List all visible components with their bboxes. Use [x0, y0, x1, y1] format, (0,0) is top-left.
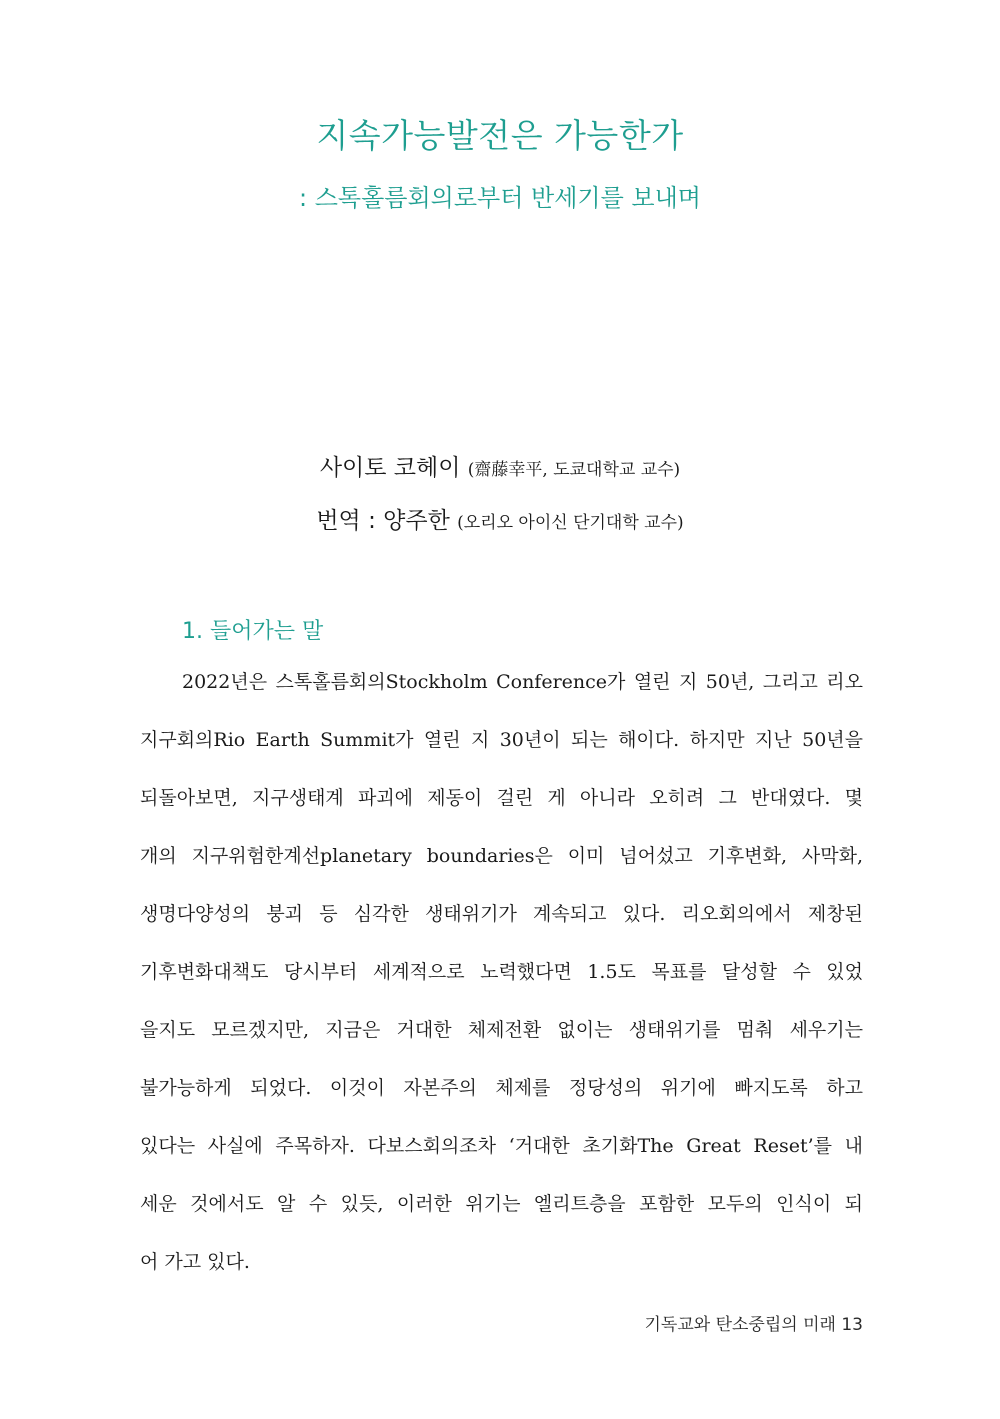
author-name: 사이토 코헤이: [319, 455, 461, 481]
body-text-line: 어 가고 있다.: [140, 1251, 250, 1273]
translator-byline: [0, 503, 1000, 541]
body-text-line: 을지도 모르겠지만, 지금은 거대한 체제전환 없이는 생태위기를 멈춰 세우기는: [140, 1019, 863, 1041]
page-subtitle: : 스톡홀름회의로부터 반세기를 보내며: [299, 184, 701, 212]
body-text-line: 기후변화대책도 당시부터 세계적으로 노력했다면 1.5도 목표를 달성할 수 있었: [140, 961, 863, 983]
translator-detail: (오리오 아이신 단기대학 교수): [457, 513, 684, 533]
section-heading: 1. 들어가는 말: [182, 619, 324, 644]
page-footer: 기독교와 탄소중립의 미래 13: [644, 1315, 863, 1335]
author-byline: [0, 450, 1000, 488]
body-text-line: 2022년은 스톡홀름회의Stockholm Conference가 열린 지 50년, 그리고 리오: [182, 671, 863, 693]
body-text-line: 개의 지구위험한계선planetary boundaries은 이미 넘어섰고 기후변화, 사막화,: [140, 845, 863, 867]
page-title: 지속가능발전은 가능한가: [316, 116, 684, 155]
body-text-line: 있다는 사실에 주목하자. 다보스회의조차 ‘거대한 초기화The Great Reset’를 내: [140, 1135, 863, 1157]
translator-name: 번역 : 양주한: [316, 508, 450, 534]
body-text-line: 생명다양성의 붕괴 등 심각한 생태위기가 계속되고 있다. 리오회의에서 제창된: [140, 903, 863, 925]
body-text-line: 지구회의Rio Earth Summit가 열린 지 30년이 되는 해이다. 하지만 지난 50년을: [140, 729, 863, 751]
body-text-line: 되돌아보면, 지구생태계 파괴에 제동이 걸린 게 아니라 오히려 그 반대였다. 몇: [140, 787, 863, 809]
body-text-line: 세운 것에서도 알 수 있듯, 이러한 위기는 엘리트층을 포함한 모두의 인식이 되: [140, 1193, 863, 1215]
author-detail: (齋藤幸平, 도쿄대학교 교수): [467, 460, 681, 480]
body-text-line: 불가능하게 되었다. 이것이 자본주의 체제를 정당성의 위기에 빠지도록 하고: [140, 1077, 863, 1099]
